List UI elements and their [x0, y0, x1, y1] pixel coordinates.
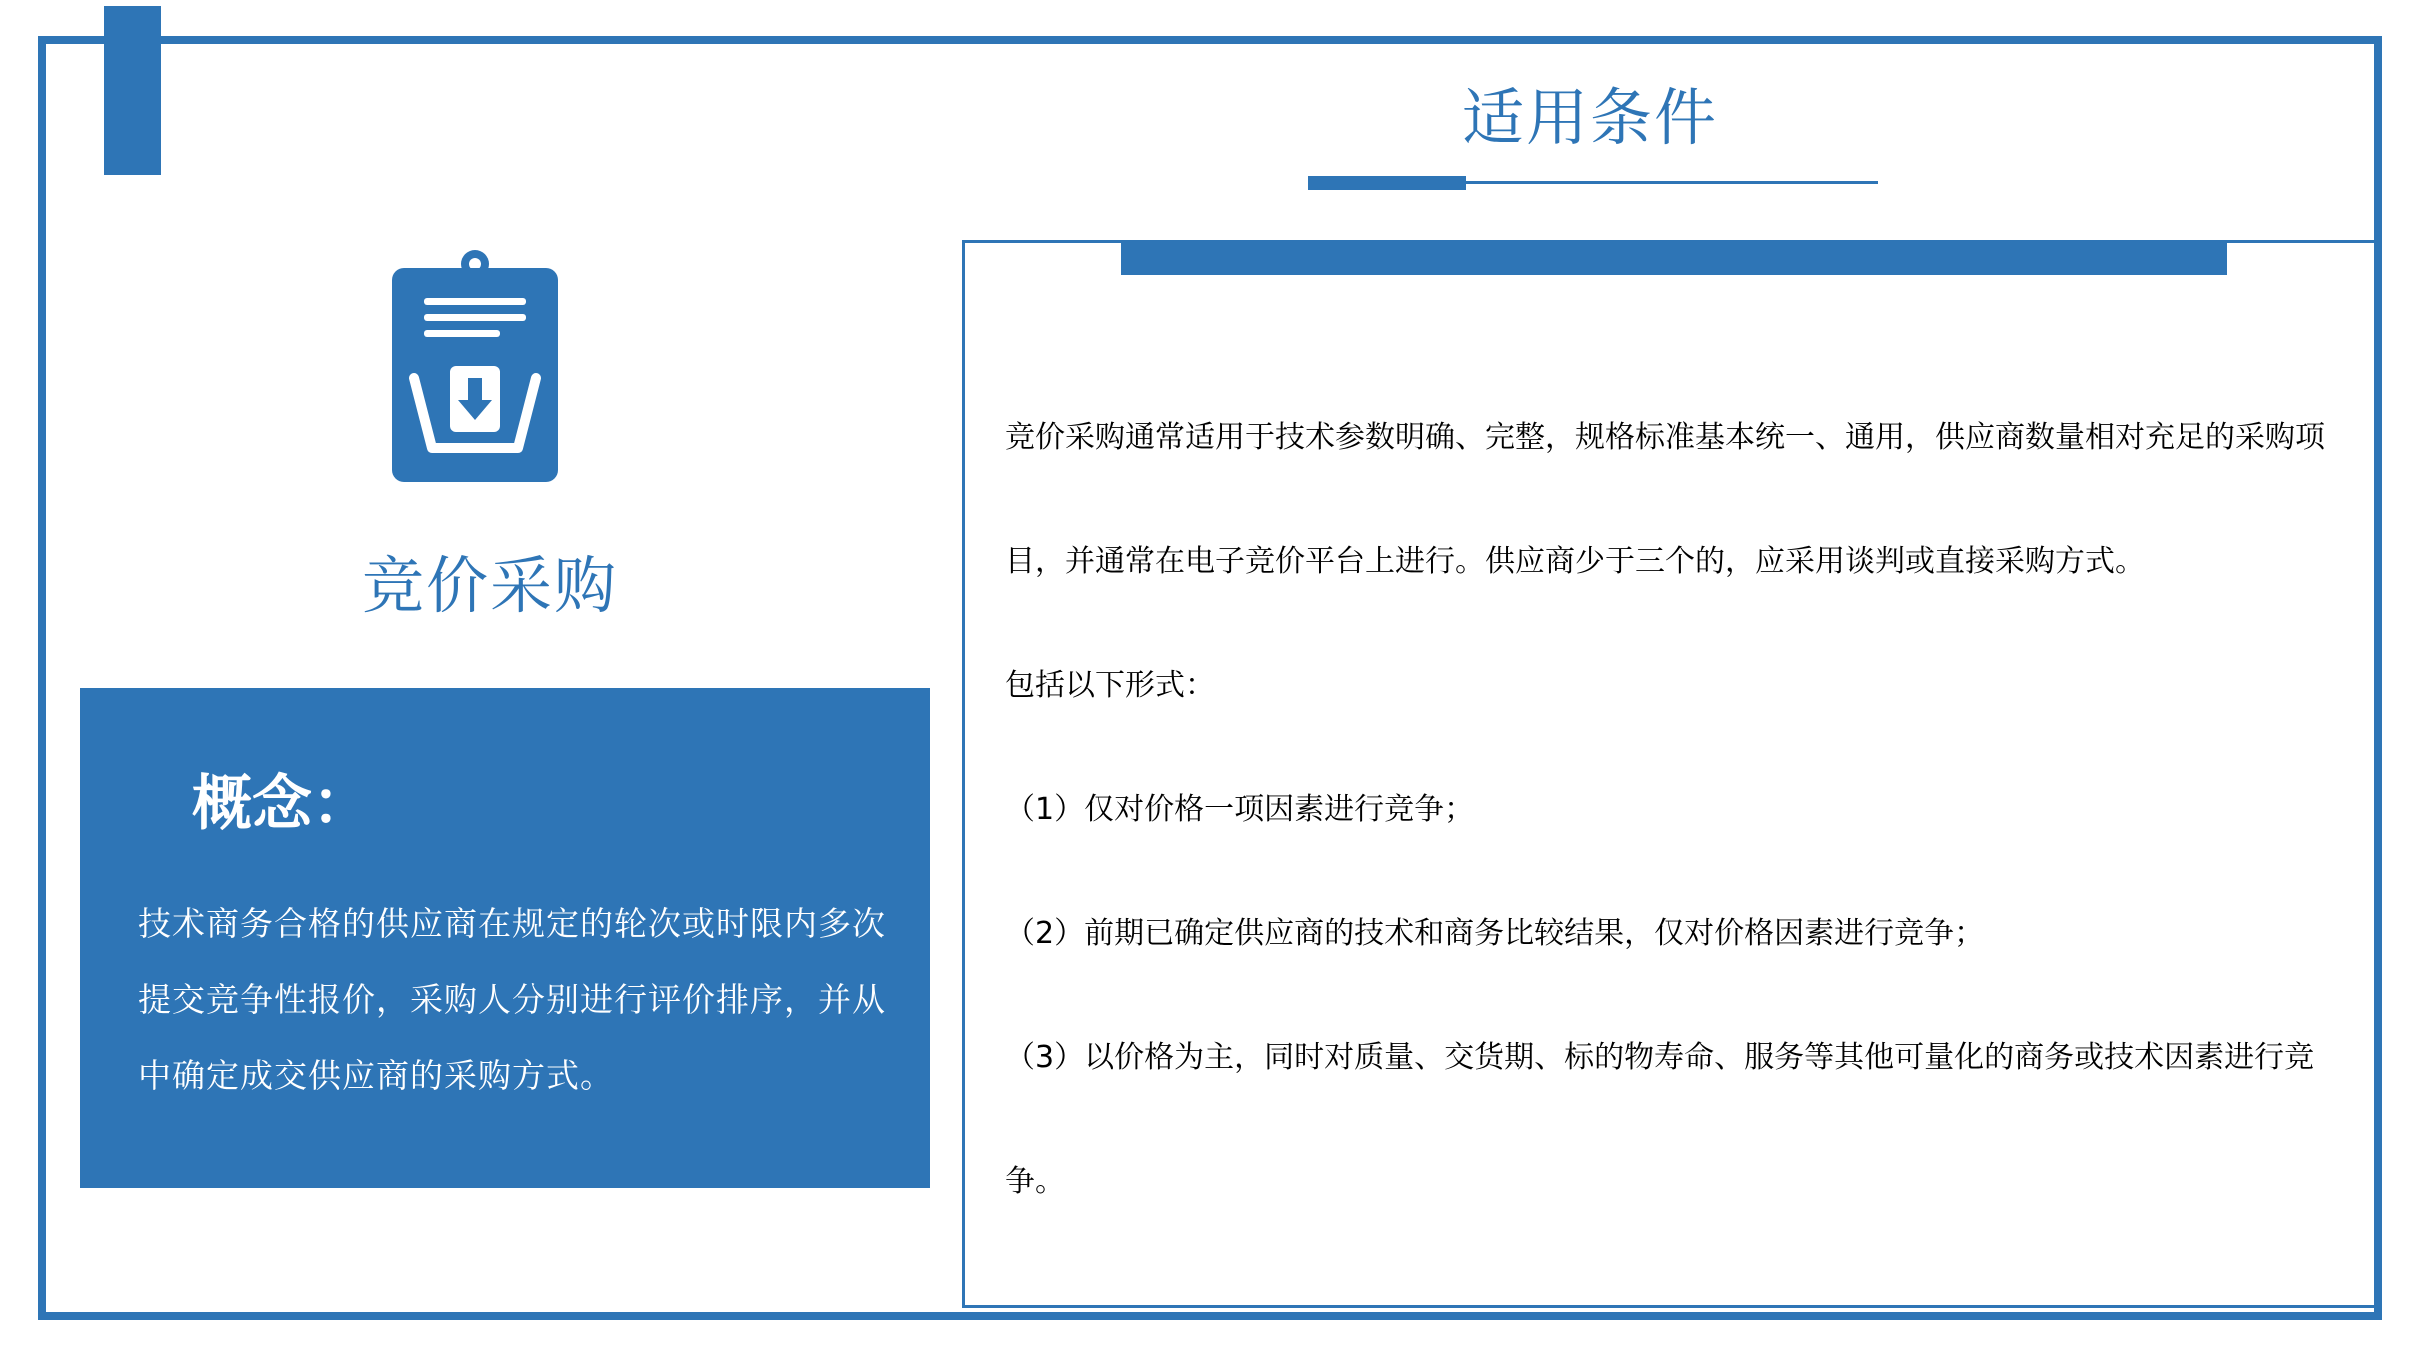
conditions-box	[962, 240, 2380, 1308]
concept-heading: 概念：	[192, 769, 372, 839]
corner-tab-decoration	[104, 6, 161, 175]
conditions-paragraph-intro: 竞价采购通常适用于技术参数明确、完整，规格标准基本统一、通用，供应商数量相对充足的采购项目，并通常在电子竞价平台上进行。供应商少于三个的，应采用谈判或直接采购方式。	[1005, 420, 2325, 579]
concept-text: 技术商务合格的供应商在规定的轮次或时限内多次提交竞争性报价，采购人分别进行评价排序，并从中确定成交供应商的采购方式。	[138, 904, 886, 1095]
conditions-paragraph-forms: 包括以下形式：	[1005, 668, 1215, 703]
title-underline-accent	[1308, 176, 1466, 190]
conditions-item-3: （3）以价格为主，同时对质量、交货期、标的物寿命、服务等其他可量化的商务或技术因素进行竞争。	[1005, 1040, 2315, 1199]
conditions-box-header-bar	[1121, 240, 2227, 275]
right-title: 适用条件	[1461, 81, 1718, 154]
left-title: 竞价采购	[361, 549, 618, 622]
concept-box	[80, 688, 930, 1188]
conditions-item-2: （2）前期已确定供应商的技术和商务比较结果，仅对价格因素进行竞争；	[1005, 916, 1985, 951]
conditions-item-1: （1）仅对价格一项因素进行竞争；	[1005, 792, 1475, 827]
conditions-content	[1005, 376, 2345, 1244]
clipboard-download-icon	[390, 248, 560, 484]
